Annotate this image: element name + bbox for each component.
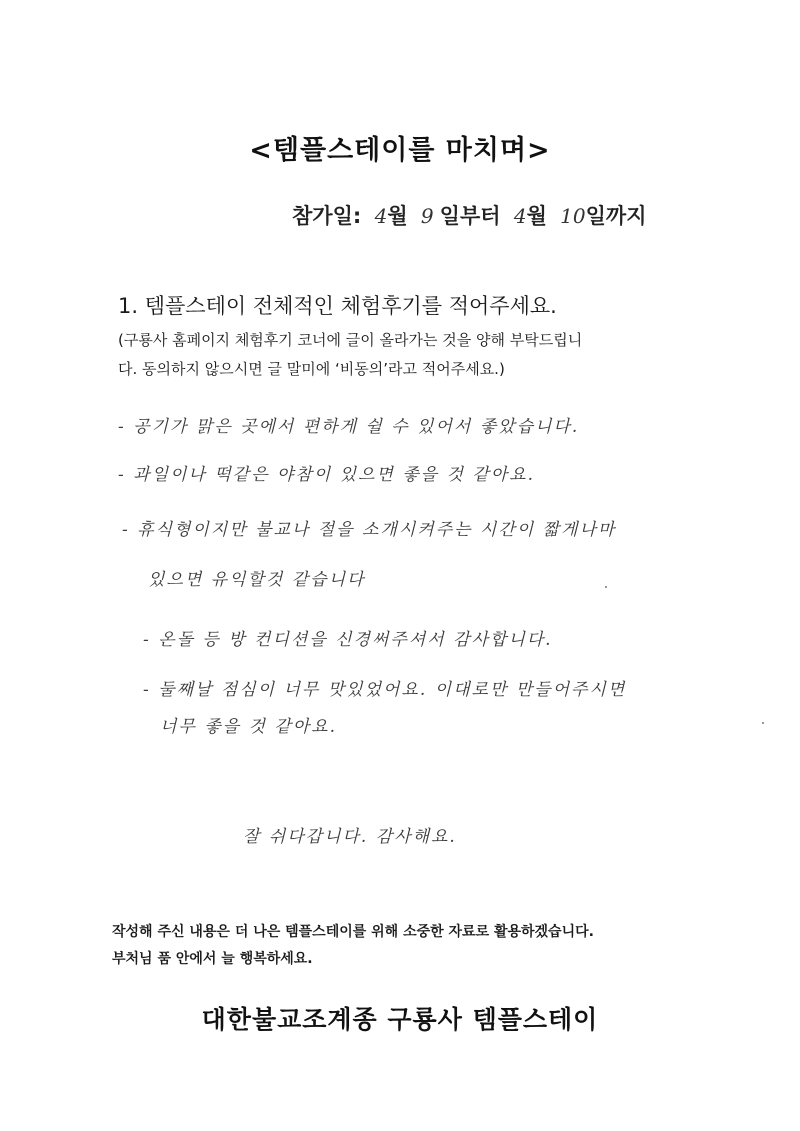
from-text: 일부터 <box>439 204 501 228</box>
thanks-message-line-2: 부처님 품 안에서 늘 행복하세요. <box>112 951 313 967</box>
handwritten-answer-5: - 둘째날 점심이 너무 맛있었어요. 이대로만 만들어주시면 <box>143 680 627 700</box>
consent-note-line-1: (구룡사 홈페이지 체험후기 코너에 글이 올라가는 것을 양해 부탁드립니 <box>118 331 583 349</box>
end-day-value: 10 <box>560 204 586 228</box>
thanks-message-line-1: 작성해 주신 내용은 더 나은 템플스테이를 위해 소중한 자료로 활용하겠습니다. <box>112 924 594 940</box>
period-label: 참가일: <box>292 204 362 228</box>
handwritten-answer-1: - 공기가 맑은 곳에서 편하게 쉴 수 있어서 좋았습니다. <box>118 417 580 437</box>
start-month-value: 4 <box>374 204 388 228</box>
start-day-value: 9 <box>420 204 434 228</box>
until-text: 일까지 <box>585 204 647 228</box>
month-unit-1: 월 <box>387 204 408 228</box>
month-unit-2: 월 <box>526 204 547 228</box>
handwritten-closing-remark: 잘 쉬다갑니다. 감사해요. <box>243 827 457 847</box>
handwritten-answer-3: - 휴식형이지만 불교나 절을 소개시켜주는 시간이 짧게나마 <box>122 520 617 540</box>
form-title: <템플스테이를 마치며> <box>249 135 551 166</box>
participation-period <box>292 200 646 230</box>
handwritten-answer-2: - 과일이나 떡같은 야참이 있으면 좋을 것 같아요. <box>118 465 535 485</box>
question-heading: 1. 템플스테이 전체적인 체험후기를 적어주세요. <box>118 294 557 318</box>
scan-speck <box>605 586 607 588</box>
organization-name: 대한불교조계종 구룡사 템플스테이 <box>201 1005 599 1034</box>
handwritten-answer-3-continued: 있으면 유익할것 같습니다 <box>148 570 366 590</box>
scan-speck <box>762 722 764 724</box>
end-month-value: 4 <box>513 204 527 228</box>
consent-note-line-2: 다. 동의하지 않으시면 글 말미에 ‘비동의’라고 적어주세요.) <box>118 360 505 378</box>
handwritten-answer-4: - 온돌 등 방 컨디션을 신경써주셔서 감사합니다. <box>143 630 553 650</box>
handwritten-answer-5-continued: 너무 좋을 것 같아요. <box>160 717 337 737</box>
